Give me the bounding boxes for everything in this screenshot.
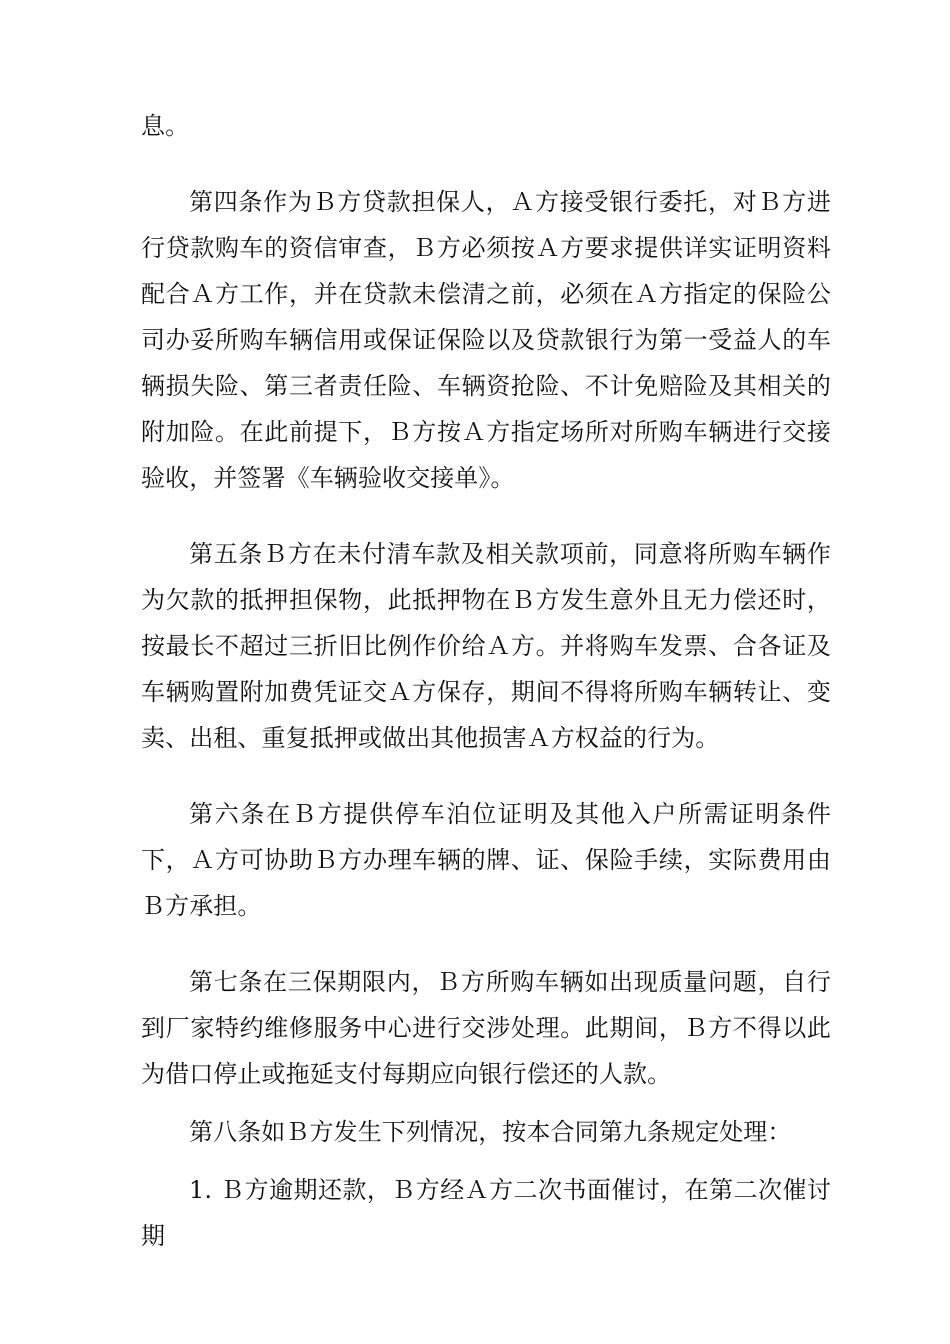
document-body (141, 103, 831, 1259)
paragraph-article-6: 第六条在Ｂ方提供停车泊位证明及其他入户所需证明条件下，Ａ方可协助Ｂ方办理车辆的牌、证、保险手续，实际费用由Ｂ方承担。 (141, 800, 831, 920)
paragraph-continuation: 息。 (141, 112, 190, 140)
paragraph-article-7: 第七条在三保期限内，Ｂ方所购车辆如出现质量问题，自行到厂家特约维修服务中心进行交涉处理。此期间，Ｂ方不得以此为借口停止或拖延支付每期应向银行偿还的人款。 (141, 968, 831, 1088)
paragraph-item-1: 1. Ｂ方逾期还款，Ｂ方经Ａ方二次书面催讨，在第二次催讨期 (141, 1176, 831, 1250)
paragraph-article-8: 第八条如Ｂ方发生下列情况，按本合同第九条规定处理： (189, 1118, 792, 1146)
paragraph-article-4: 第四条作为Ｂ方贷款担保人，Ａ方接受银行委托，对Ｂ方进行贷款购车的资信审查，Ｂ方必须按Ａ方要求提供详实证明资料配合Ａ方工作，并在贷款未偿清之前，必须在Ａ方指定的保险公司办妥所购车辆信用或保证保险以及贷款银行为第一受益人的车辆损失险、第三者责任险、车辆资抢险、不计免赔险及其相关的附加险。在此前提下，Ｂ方按Ａ方指定场所对所购车辆进行交接验收，并签署《车辆验收交接单》。 (141, 188, 831, 492)
paragraph-article-5: 第五条Ｂ方在未付清车款及相关款项前，同意将所购车辆作为欠款的抵押担保物，此抵押物在Ｂ方发生意外且无力偿还时，按最长不超过三折旧比例作价给Ａ方。并将购车发票、合各证及车辆购置附加费凭证交Ａ方保存，期间不得将所购车辆转让、变卖、出租、重复抵押或做出其他损害Ａ方权益的行为。 (141, 540, 831, 752)
